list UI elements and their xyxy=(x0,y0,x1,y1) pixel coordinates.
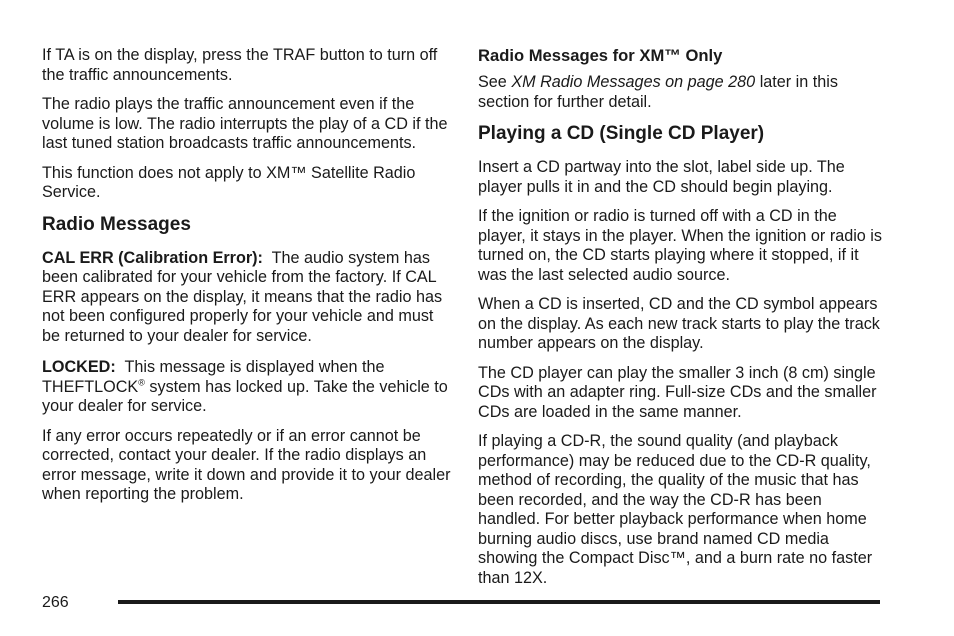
see-suffix: later in this section for further detail. xyxy=(478,73,838,111)
registered-mark: ® xyxy=(138,377,145,388)
paragraph-cd-r: If playing a CD-R, the sound quality (and playback performance) may be reduced due to the CD-R quality, method of recording, the quality of the music that has been recorded, and the way the CD-R has been handled. For better playback performance when home burning audio discs, use brand named CD media showing the Compact Disc™, and a burn rate no faster than 12X. xyxy=(478,432,873,587)
paragraph-cd-symbol: When a CD is inserted, CD and the CD symbol appears on the display. As each new track starts to play the track number appears on the display. xyxy=(478,295,880,352)
paragraph-ignition-off: If the ignition or radio is turned off with a CD in the player, it stays in the player. When the ignition or radio is turned on, the CD starts playing where it stopped, if it was the last selected audio source. xyxy=(478,207,882,284)
cal-err-text: The audio system has been calibrated for your vehicle from the factory. If CAL ERR appears on the display, it means that the radio has not been configured properly for your vehicle and must be returned to your dealer for service. xyxy=(42,248,443,345)
paragraph-xm-note: This function does not apply to XM™ Satellite Radio Service. xyxy=(42,163,416,201)
paragraph-see-xm xyxy=(478,73,888,112)
paragraph-cal-err xyxy=(42,249,452,347)
heading-xm-messages: Radio Messages for XM™ Only xyxy=(478,46,723,65)
term-cal-err: CAL ERR (Calibration Error): xyxy=(42,248,263,267)
paragraph-error: If any error occurs repeatedly or if an error cannot be corrected, contact your dealer. If the radio displays an error message, write it down and provide it to your dealer when reporting the problem. xyxy=(42,426,451,503)
cross-reference-xm: XM Radio Messages on page 280 xyxy=(511,73,756,91)
paragraph-traf: If TA is on the display, press the TRAF button to turn off the traffic announcements. xyxy=(42,46,438,84)
footer-rule xyxy=(118,600,880,604)
paragraph-small-cds: The CD player can play the smaller 3 inch (8 cm) single CDs with an adapter ring. Full-size CDs and the smaller CDs are loaded in the same manner. xyxy=(478,363,877,421)
see-prefix: See xyxy=(478,73,507,91)
paragraph-traffic-announcement: The radio plays the traffic announcement even if the volume is low. The radio interrupts the play of a CD if the last tuned station broadcasts traffic announcements. xyxy=(42,95,448,152)
locked-text-a: This message is displayed when the THEFTLOCK xyxy=(42,358,385,396)
paragraph-locked xyxy=(42,358,452,417)
left-column xyxy=(42,46,452,515)
term-locked: LOCKED: xyxy=(42,358,116,376)
heading-radio-messages: Radio Messages xyxy=(42,213,191,235)
locked-text-b: system has locked up. Take the vehicle to your dealer for service. xyxy=(42,377,448,415)
heading-playing-cd: Playing a CD (Single CD Player) xyxy=(478,123,765,144)
right-column xyxy=(478,46,888,598)
page-number: 266 xyxy=(42,594,69,611)
paragraph-insert-cd: Insert a CD partway into the slot, label side up. The player pulls it in and the CD should begin playing. xyxy=(478,158,845,196)
